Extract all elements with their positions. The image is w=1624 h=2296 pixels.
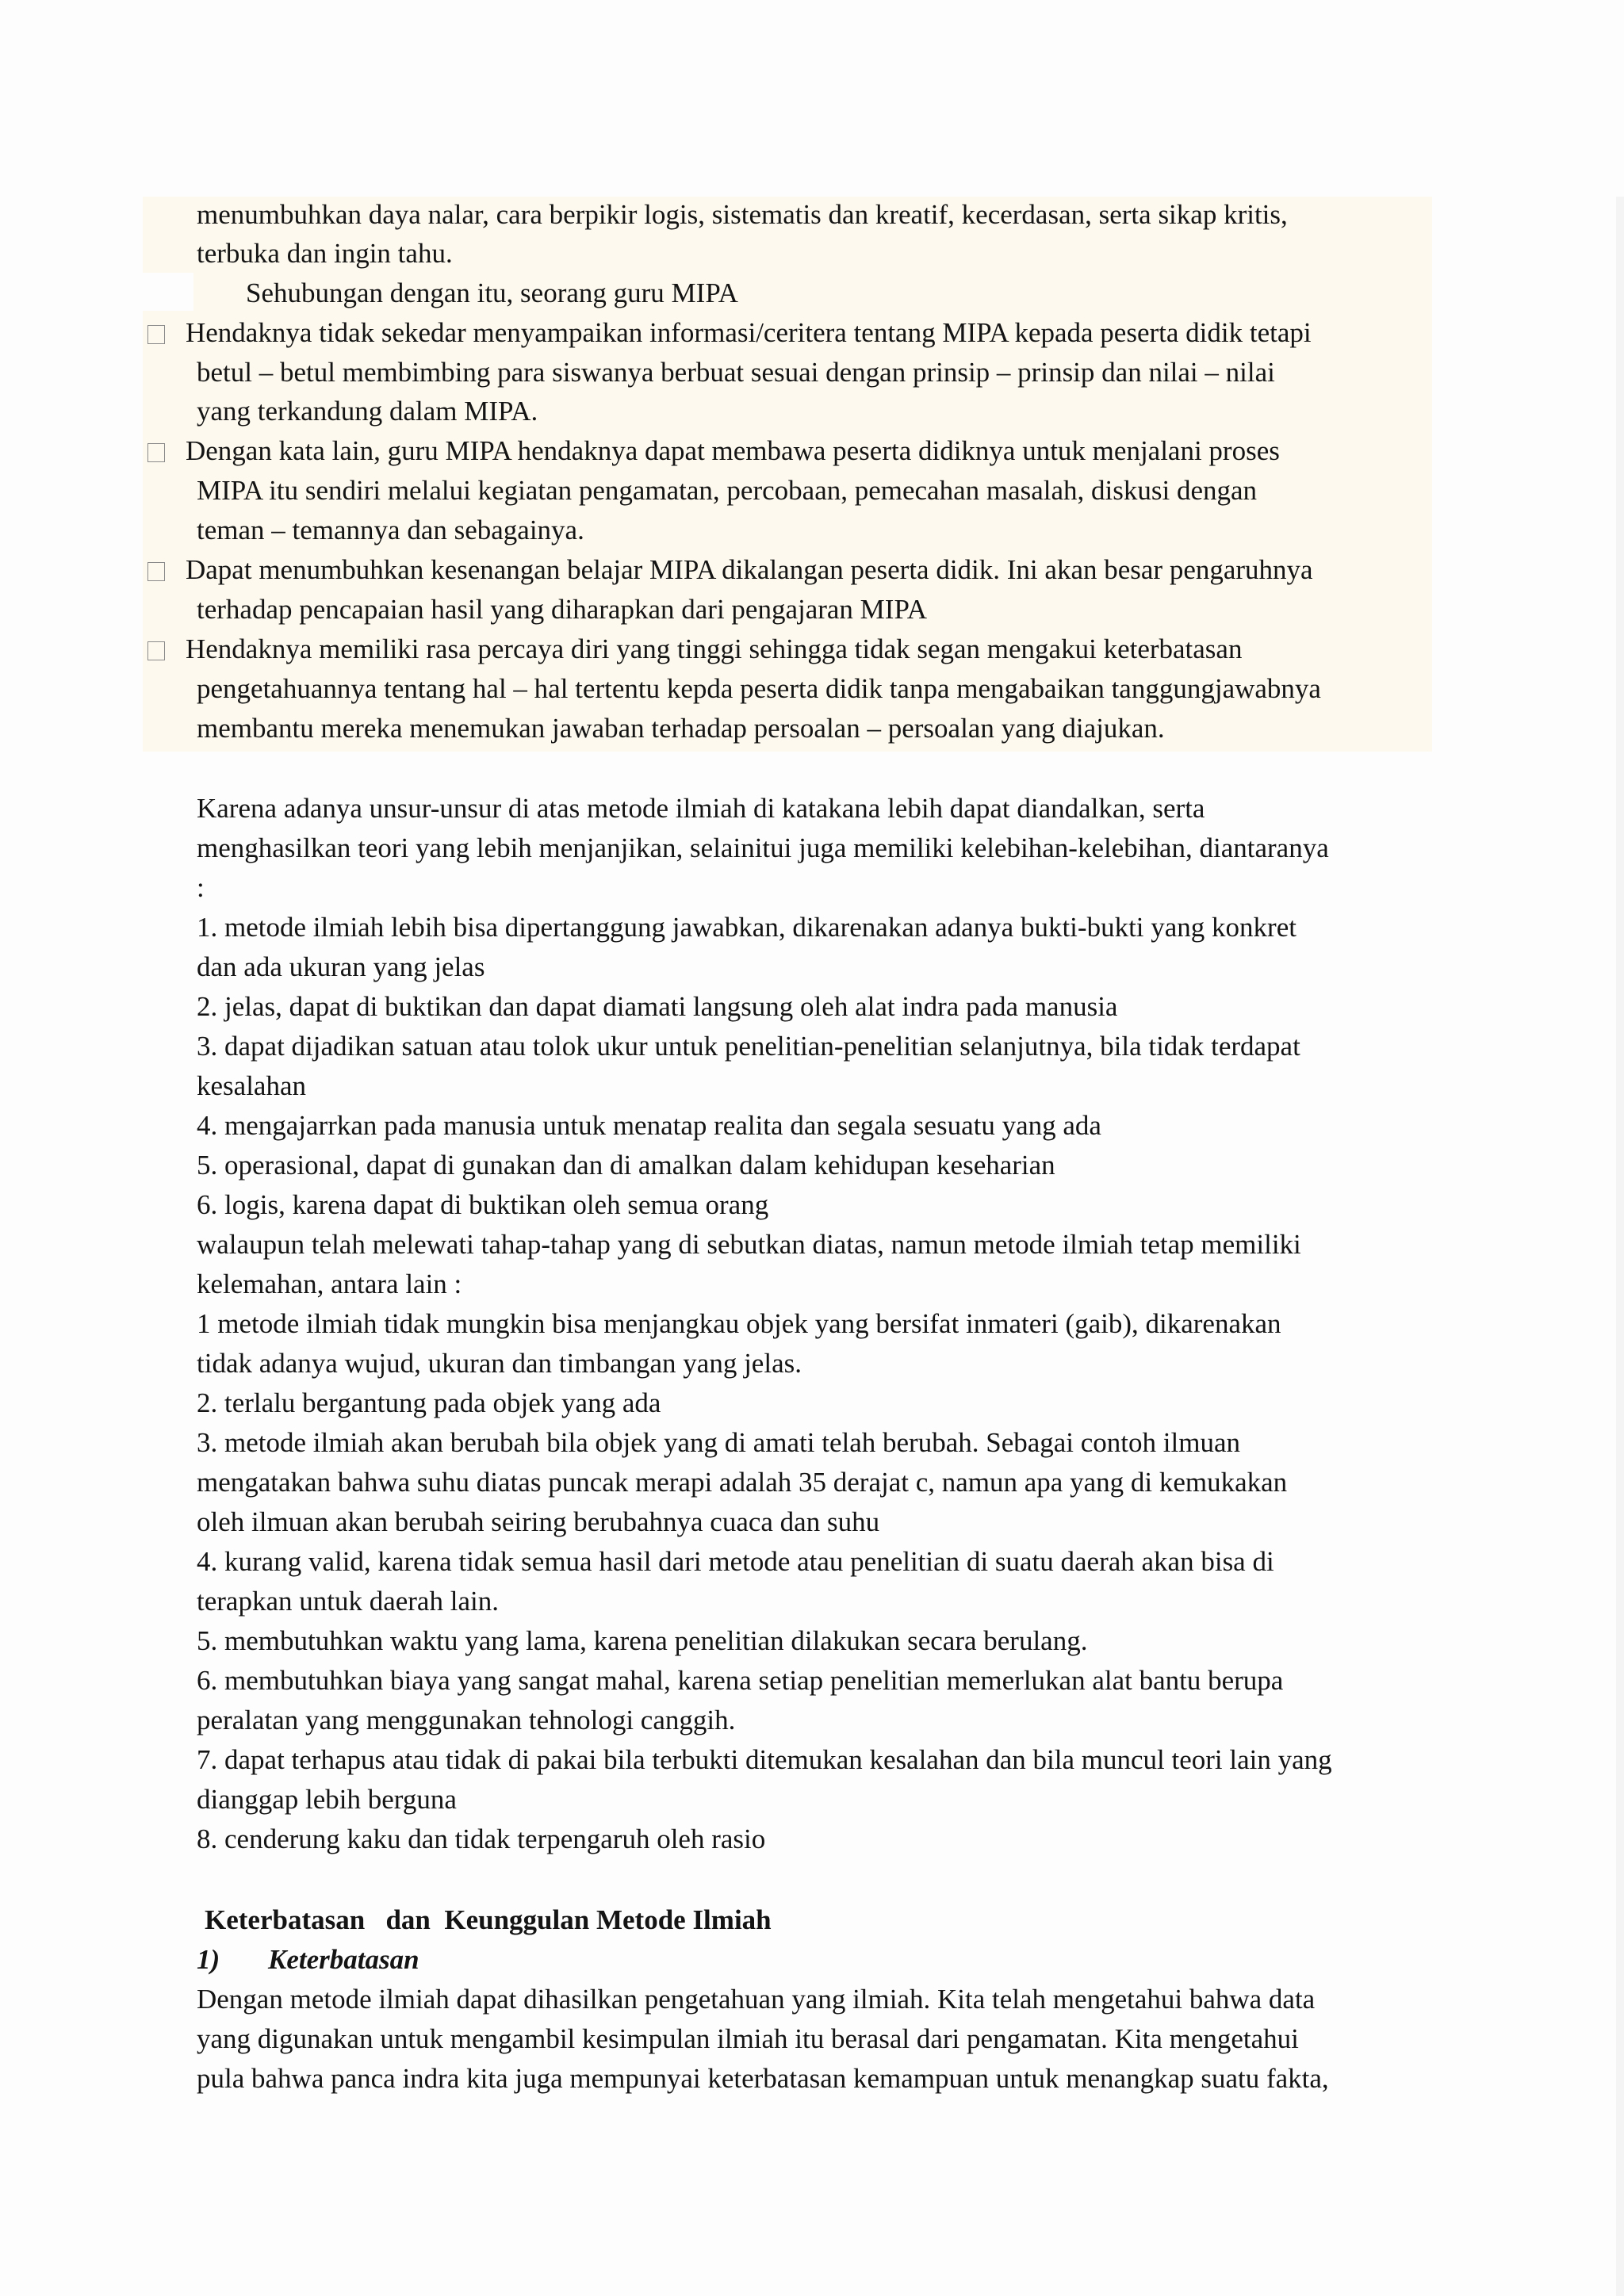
body-line: 2. terlalu bergantung pada objek yang ada: [197, 1387, 661, 1418]
top-line-3: Sehubungan dengan itu, seorang guru MIPA: [246, 277, 738, 308]
body-line: 7. dapat terhapus atau tidak di pakai bila terbukti ditemukan kesalahan dan bila muncul teori lain yang: [197, 1744, 1332, 1775]
subsection-number: 1): [197, 1944, 220, 1975]
body-line: menghasilkan teori yang lebih menjanjikan, selainitui juga memiliki kelebihan-kelebihan, diantaranya: [197, 832, 1329, 863]
body-line: 2. jelas, dapat di buktikan dan dapat diamati langsung oleh alat indra pada manusia: [197, 991, 1118, 1022]
body-line: tidak adanya wujud, ukuran dan timbangan yang jelas.: [197, 1348, 802, 1379]
paragraph-line: yang digunakan untuk mengambil kesimpulan ilmiah itu berasal dari pengamatan. Kita mengetahui: [197, 2023, 1299, 2054]
top-line-1: menumbuhkan daya nalar, cara berpikir logis, sistematis dan kreatif, kecerdasan, serta sikap kritis,: [197, 199, 1288, 230]
body-line: dan ada ukuran yang jelas: [197, 951, 485, 982]
highlight-gap: [143, 273, 193, 311]
body-line: kelemahan, antara lain :: [197, 1269, 462, 1299]
body-line: dianggap lebih berguna: [197, 1784, 457, 1815]
body-line: 8. cenderung kaku dan tidak terpengaruh oleh rasio: [197, 1823, 766, 1854]
page-edge-shade: [1616, 197, 1624, 2296]
paragraph-line: pula bahwa panca indra kita juga mempunyai keterbatasan kemampuan untuk menangkap suatu fakta,: [197, 2063, 1329, 2094]
section-heading: Keterbatasan dan Keunggulan Metode Ilmiah: [205, 1904, 772, 1935]
body-line: kesalahan: [197, 1070, 306, 1101]
body-line: 1. metode ilmiah lebih bisa dipertanggung jawabkan, dikarenakan adanya bukti-bukti yang konkret: [197, 912, 1297, 943]
bullet-1-line-1: Hendaknya tidak sekedar menyampaikan informasi/ceritera tentang MIPA kepada peserta didik tetapi: [186, 317, 1312, 348]
bullet-box-icon: [147, 325, 165, 344]
body-line: :: [197, 872, 205, 903]
bullet-box-icon: [147, 641, 165, 660]
body-line: 6. membutuhkan biaya yang sangat mahal, karena setiap penelitian memerlukan alat bantu berupa: [197, 1665, 1284, 1696]
bullet-2-line-3: teman – temannya dan sebagainya.: [197, 515, 584, 545]
body-line: mengatakan bahwa suhu diatas puncak merapi adalah 35 derajat c, namun apa yang di kemukakan: [197, 1467, 1288, 1498]
bullet-1-line-3: yang terkandung dalam MIPA.: [197, 396, 538, 427]
bullet-3-line-2: terhadap pencapaian hasil yang diharapkan dari pengajaran MIPA: [197, 594, 927, 625]
body-line: 3. metode ilmiah akan berubah bila objek yang di amati telah berubah. Sebagai contoh ilmuan: [197, 1427, 1240, 1458]
paragraph-line: Dengan metode ilmiah dapat dihasilkan pengetahuan yang ilmiah. Kita telah mengetahui bahwa data: [197, 1984, 1316, 2015]
body-line: peralatan yang menggunakan tehnologi canggih.: [197, 1705, 736, 1735]
bullet-box-icon: [147, 562, 165, 581]
body-line: terapkan untuk daerah lain.: [197, 1586, 499, 1617]
body-line: 6. logis, karena dapat di buktikan oleh semua orang: [197, 1189, 769, 1220]
body-line: oleh ilmuan akan berubah seiring berubahnya cuaca dan suhu: [197, 1506, 880, 1537]
bullet-2-line-2: MIPA itu sendiri melalui kegiatan pengamatan, percobaan, pemecahan masalah, diskusi dengan: [197, 475, 1258, 506]
bullet-4-line-2: pengetahuannya tentang hal – hal tertentu kepda peserta didik tanpa mengabaikan tanggungjawabnya: [197, 673, 1321, 704]
bullet-2-line-1: Dengan kata lain, guru MIPA hendaknya dapat membawa peserta didiknya untuk menjalani proses: [186, 435, 1280, 466]
subsection-title: Keterbatasan: [268, 1944, 419, 1975]
top-line-2: terbuka dan ingin tahu.: [197, 238, 453, 269]
body-line: 1 metode ilmiah tidak mungkin bisa menjangkau objek yang bersifat inmateri (gaib), dikarenakan: [197, 1308, 1281, 1339]
bullet-box-icon: [147, 443, 165, 462]
body-line: 5. operasional, dapat di gunakan dan di amalkan dalam kehidupan keseharian: [197, 1150, 1055, 1181]
body-line: 4. kurang valid, karena tidak semua hasil dari metode atau penelitian di suatu daerah akan bisa di: [197, 1546, 1274, 1577]
body-line: 5. membutuhkan waktu yang lama, karena penelitian dilakukan secara berulang.: [197, 1625, 1088, 1656]
body-line: Karena adanya unsur-unsur di atas metode ilmiah di katakana lebih dapat diandalkan, serta: [197, 793, 1205, 824]
body-line: 4. mengajarrkan pada manusia untuk menatap realita dan segala sesuatu yang ada: [197, 1110, 1101, 1141]
body-line: 3. dapat dijadikan satuan atau tolok ukur untuk penelitian-penelitian selanjutnya, bila tidak terdapat: [197, 1031, 1300, 1062]
bullet-1-line-2: betul – betul membimbing para siswanya berbuat sesuai dengan prinsip – prinsip dan nilai – nilai: [197, 357, 1275, 388]
bullet-3-line-1: Dapat menumbuhkan kesenangan belajar MIPA dikalangan peserta didik. Ini akan besar pengaruhnya: [186, 554, 1313, 585]
bullet-4-line-1: Hendaknya memiliki rasa percaya diri yang tinggi sehingga tidak segan mengakui keterbatasan: [186, 633, 1243, 664]
bullet-4-line-3: membantu mereka menemukan jawaban terhadap persoalan – persoalan yang diajukan.: [197, 713, 1165, 744]
body-line: walaupun telah melewati tahap-tahap yang di sebutkan diatas, namun metode ilmiah tetap memiliki: [197, 1229, 1301, 1260]
